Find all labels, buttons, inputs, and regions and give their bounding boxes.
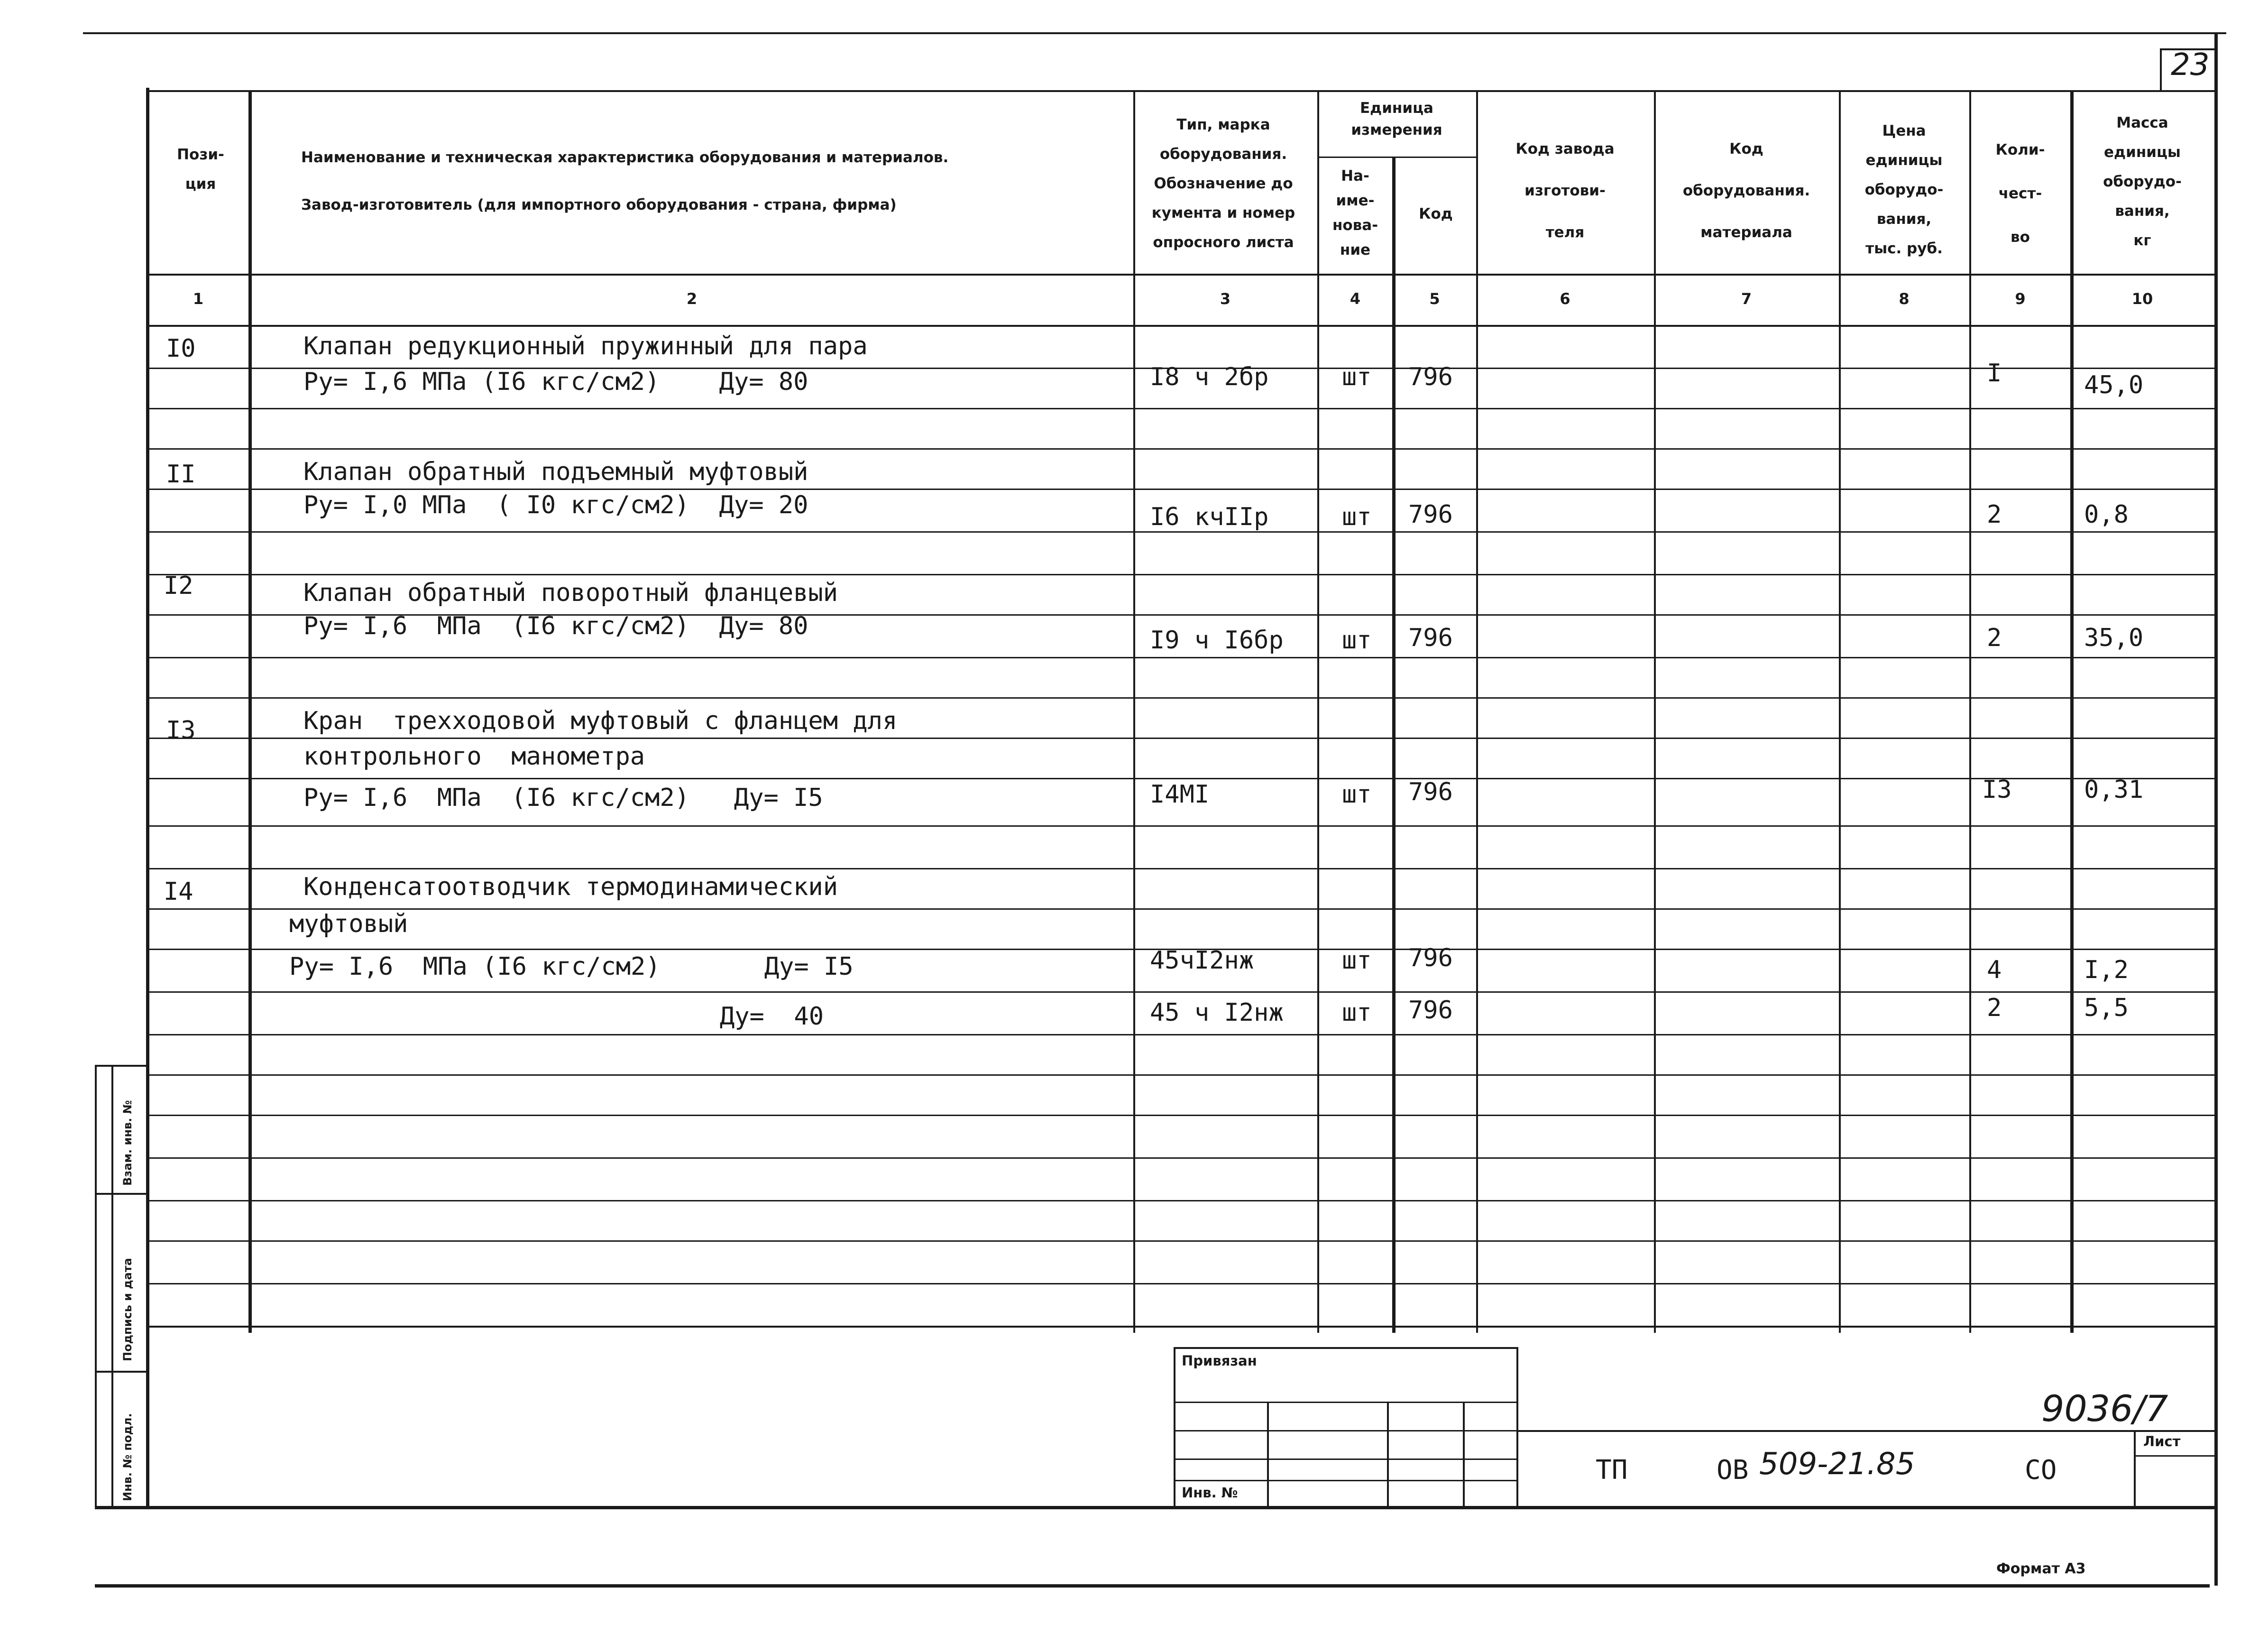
header-factory-code: Код завода изготови- теля bbox=[1515, 140, 1615, 241]
header-unit-group: Единица измерения bbox=[1351, 100, 1442, 138]
col-line-6 bbox=[1654, 90, 1656, 1333]
row-description: Ру= I,6 МПа (I6 кгс/см2) Ду= I5 bbox=[303, 784, 823, 812]
sheet-label: Лист bbox=[2143, 1433, 2181, 1450]
inv-no-label: Инв. № bbox=[1182, 1485, 1238, 1501]
row-mass: 35,0 bbox=[2084, 624, 2144, 652]
doc-number: 509-21.85 bbox=[1759, 1447, 1915, 1482]
header-quantity: Коли- чест- во bbox=[1995, 141, 2045, 246]
header-name: Наименование и техническая характеристика оборудования и материалов. Завод-изготовитель (для импортного оборудования - страна, фирма) bbox=[301, 149, 949, 213]
privyazan-grid-col bbox=[1387, 1402, 1389, 1506]
row-position: I3 bbox=[166, 716, 196, 745]
side-stamp-replace-inv: Взам. инв. № bbox=[121, 1100, 134, 1186]
row-unit: шт bbox=[1342, 946, 1372, 975]
row-mass: 0,31 bbox=[2084, 776, 2144, 804]
col-number: 10 bbox=[2131, 290, 2153, 308]
format-label: Формат А3 bbox=[1996, 1560, 2086, 1577]
row-code: 796 bbox=[1408, 778, 1453, 806]
row-mass: I,2 bbox=[2084, 956, 2129, 984]
unit-group-divider bbox=[1317, 157, 1476, 158]
row-mass: 5,5 bbox=[2084, 994, 2129, 1022]
row-code: 796 bbox=[1408, 624, 1453, 652]
row-line bbox=[146, 1157, 2214, 1159]
row-code: 796 bbox=[1408, 996, 1453, 1025]
row-unit: шт bbox=[1342, 780, 1372, 809]
header-mass: Масса единицы оборудо- вания, кг bbox=[2103, 114, 2182, 249]
row-unit: шт bbox=[1342, 998, 1372, 1027]
side-stamp-inv-original: Инв. № подл. bbox=[121, 1413, 134, 1501]
row-line bbox=[146, 489, 2214, 490]
privyazan-box-left bbox=[1174, 1347, 1175, 1508]
handwritten-number: 9036/7 bbox=[2041, 1387, 2168, 1430]
row-position: I0 bbox=[166, 334, 196, 363]
row-description: Ду= 40 bbox=[289, 1002, 824, 1031]
sheet-label-divider bbox=[2134, 1455, 2214, 1457]
row-line bbox=[146, 408, 2214, 409]
row-type: I4МI bbox=[1150, 780, 1210, 809]
row-quantity: 2 bbox=[1987, 994, 2002, 1022]
sheet-label-box-left bbox=[2134, 1430, 2136, 1506]
row-description: Ру= I,6 МПа (I6 кгс/см2) Ду= 80 bbox=[303, 612, 808, 640]
header-unit-name: На- име- нова- ние bbox=[1332, 167, 1378, 259]
right-border-line bbox=[2214, 32, 2218, 1586]
header-unit-code: Код bbox=[1419, 205, 1453, 222]
row-line bbox=[146, 1034, 2214, 1035]
frame-bottom-line bbox=[95, 1506, 2214, 1509]
row-description: Ру= I,6 МПа (I6 кгс/см2) Ду= 80 bbox=[303, 368, 808, 396]
row-mass: 45,0 bbox=[2084, 371, 2144, 399]
table-top-line bbox=[146, 90, 2214, 92]
row-line bbox=[146, 657, 2214, 658]
privyazan-grid-line bbox=[1174, 1430, 1517, 1431]
row-code: 796 bbox=[1408, 500, 1453, 529]
row-description: Клапан обратный поворотный фланцевый bbox=[303, 579, 838, 607]
row-code: 796 bbox=[1408, 363, 1453, 391]
row-unit: шт bbox=[1342, 503, 1372, 531]
sheet-number-box-left bbox=[2160, 48, 2162, 90]
col-line-7 bbox=[1839, 90, 1841, 1333]
col-line-8 bbox=[1969, 90, 1971, 1333]
row-description: Клапан обратный подъемный муфтовый bbox=[303, 458, 808, 486]
privyazan-box-top bbox=[1174, 1347, 1517, 1349]
row-line bbox=[146, 868, 2214, 869]
row-code: 796 bbox=[1408, 944, 1453, 972]
col-line-2 bbox=[1133, 90, 1135, 1333]
row-line bbox=[146, 991, 2214, 993]
col-number: 9 bbox=[2015, 290, 2026, 308]
row-unit: шт bbox=[1342, 363, 1372, 391]
side-stamp-divider bbox=[95, 1193, 146, 1195]
row-description: муфтовый bbox=[289, 910, 408, 938]
col-line-5 bbox=[1476, 90, 1478, 1333]
row-line bbox=[146, 1283, 2214, 1284]
side-stamp-inner-line bbox=[111, 1065, 113, 1508]
row-quantity: 2 bbox=[1987, 500, 2002, 529]
privyazan-grid-col bbox=[1267, 1402, 1269, 1506]
col-line-4 bbox=[1392, 157, 1396, 1333]
row-position: I4 bbox=[164, 877, 193, 906]
privyazan-grid-line bbox=[1174, 1459, 1517, 1460]
row-description: Конденсатоотводчик термодинамический bbox=[303, 873, 838, 901]
row-type: I6 кчIIр bbox=[1150, 503, 1269, 531]
col-line-9 bbox=[2070, 90, 2074, 1333]
row-line bbox=[146, 574, 2214, 575]
row-description: Ру= I,6 МПа (I6 кгс/см2) Ду= I5 bbox=[289, 952, 854, 981]
header-price: Цена единицы оборудо- вания, тыс. руб. bbox=[1864, 122, 1944, 257]
row-type: I9 ч I6бр bbox=[1150, 626, 1284, 655]
title-block-top-line bbox=[1516, 1430, 2214, 1432]
row-line bbox=[146, 531, 2214, 533]
row-line bbox=[146, 1115, 2214, 1116]
row-description: контрольного манометра bbox=[303, 742, 645, 771]
row-type: 45чI2нж bbox=[1150, 946, 1254, 975]
bottom-border-line bbox=[95, 1584, 2210, 1588]
col-number: 2 bbox=[686, 290, 698, 308]
side-stamp-divider bbox=[95, 1065, 146, 1067]
row-quantity: I3 bbox=[1982, 776, 2012, 804]
row-position: I2 bbox=[164, 572, 193, 600]
row-type: 45 ч I2нж bbox=[1150, 998, 1284, 1027]
doc-tp: ТП bbox=[1596, 1455, 1628, 1486]
row-position: II bbox=[166, 460, 196, 489]
row-mass: 0,8 bbox=[2084, 500, 2129, 529]
privyazan-label: Привязан bbox=[1182, 1353, 1257, 1369]
row-line bbox=[146, 778, 2214, 779]
col-line-1 bbox=[248, 90, 252, 1333]
header-type: Тип, марка оборудования. Обозначение до кумента и номер опросного листа bbox=[1151, 116, 1295, 251]
row-description: Клапан редукционный пружинный для пара bbox=[303, 332, 868, 360]
header-bottom-line bbox=[146, 274, 2214, 276]
row-quantity: 2 bbox=[1987, 624, 2002, 652]
col-number: 6 bbox=[1560, 290, 1570, 308]
doc-suffix: СО bbox=[2025, 1455, 2057, 1486]
row-unit: шт bbox=[1342, 626, 1372, 655]
row-line bbox=[146, 738, 2214, 739]
row-line bbox=[146, 825, 2214, 827]
header-position: Пози- ция bbox=[177, 146, 224, 193]
row-description: Ру= I,0 МПа ( I0 кгс/см2) Ду= 20 bbox=[303, 491, 808, 519]
row-line bbox=[146, 1200, 2214, 1201]
col-number: 4 bbox=[1350, 290, 1361, 308]
col-number: 3 bbox=[1220, 290, 1231, 308]
top-border-line bbox=[83, 32, 2226, 34]
row-type: I8 ч 2бр bbox=[1150, 363, 1269, 391]
row-line bbox=[146, 1074, 2214, 1076]
col-number: 8 bbox=[1899, 290, 1910, 308]
row-line bbox=[146, 697, 2214, 699]
privyazan-box-right bbox=[1516, 1347, 1518, 1508]
row-quantity: 4 bbox=[1987, 956, 2002, 984]
row-line bbox=[146, 448, 2214, 450]
row-quantity: I bbox=[1987, 359, 2002, 388]
row-line bbox=[146, 908, 2214, 910]
side-stamp-outer-line bbox=[95, 1065, 97, 1508]
col-number: 5 bbox=[1429, 290, 1440, 308]
side-stamp-signature-date: Подпись и дата bbox=[121, 1258, 134, 1361]
header-equipment-code: Код оборудования. материала bbox=[1682, 140, 1810, 241]
col-number: 7 bbox=[1741, 290, 1752, 308]
col-number: 1 bbox=[193, 290, 204, 308]
privyazan-grid-line bbox=[1174, 1402, 1517, 1403]
row-line bbox=[146, 1240, 2214, 1242]
sheet-number: 23 bbox=[2171, 47, 2210, 83]
doc-ov: ОВ bbox=[1717, 1455, 1749, 1486]
table-bottom-line bbox=[146, 1326, 2214, 1328]
side-stamp-divider bbox=[95, 1371, 146, 1373]
privyazan-grid-line bbox=[1174, 1480, 1517, 1481]
numbers-row-bottom-line bbox=[146, 325, 2214, 327]
privyazan-grid-col bbox=[1463, 1402, 1465, 1506]
row-description: Кран трехходовой муфтовый с фланцем для bbox=[303, 707, 898, 735]
col-line-3 bbox=[1317, 90, 1319, 1333]
